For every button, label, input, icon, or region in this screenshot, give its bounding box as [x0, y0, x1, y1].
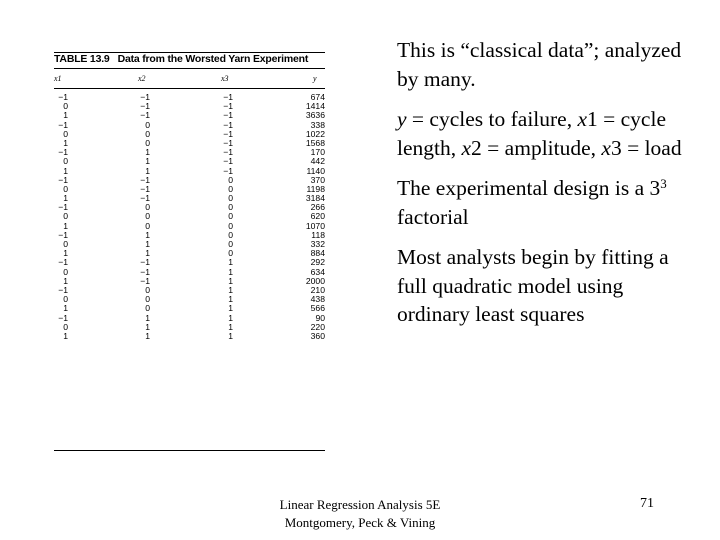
table-row [54, 268, 325, 277]
table-row [54, 121, 325, 130]
cell-x3: 1 [228, 284, 233, 295]
cell-x3: 0 [228, 183, 233, 194]
table-row [54, 194, 325, 203]
header-rule [54, 88, 325, 89]
table-row [54, 93, 325, 102]
cell-x2: −1 [140, 183, 150, 194]
header-x1: x1 [54, 74, 62, 83]
cell-x2: 1 [145, 165, 150, 176]
cell-x2: −1 [140, 174, 150, 185]
cell-x3: 0 [228, 248, 233, 259]
table-row [54, 176, 325, 185]
table-body [54, 93, 325, 341]
text-cycle-length: 1 = cycle length, [397, 107, 666, 160]
table-row [54, 111, 325, 120]
footer-citation [250, 496, 470, 532]
header-y: y [313, 74, 317, 83]
var-x2: x [461, 135, 472, 160]
cell-x1: 1 [63, 165, 68, 176]
table-row [54, 286, 325, 295]
cell-y: 90 [315, 312, 325, 323]
cell-x3: 1 [228, 294, 233, 305]
table-row [54, 240, 325, 249]
cell-x3: −1 [223, 128, 233, 139]
cell-x2: −1 [140, 266, 150, 277]
table-row [54, 249, 325, 258]
cell-x2: 0 [145, 202, 150, 213]
cell-y: 338 [310, 119, 325, 130]
cell-x2: 0 [145, 284, 150, 295]
cell-x2: 0 [145, 294, 150, 305]
cell-x2: 1 [145, 239, 150, 249]
cell-x2: 1 [145, 312, 150, 323]
cell-y: 634 [310, 266, 325, 277]
caption-rule [54, 68, 325, 69]
cell-x2: −1 [140, 275, 150, 286]
cell-x1: 0 [63, 266, 68, 277]
table-row [54, 323, 325, 332]
cell-y: 884 [310, 248, 325, 259]
cell-x2: −1 [140, 101, 150, 112]
cell-x1: 1 [63, 137, 68, 148]
cell-x3: 0 [228, 174, 233, 185]
cell-y: 220 [310, 321, 325, 332]
cell-x1: 0 [63, 101, 68, 112]
cell-y: 3636 [305, 110, 325, 121]
table-row [54, 304, 325, 313]
cell-x1: 1 [63, 220, 68, 231]
cell-y: 360 [310, 330, 325, 341]
bullet-design [397, 174, 697, 231]
footer-line-2: Montgomery, Peck & Vining [284, 515, 436, 530]
cell-x2: −1 [140, 92, 150, 102]
cell-x1: −1 [58, 174, 68, 185]
cell-y: 1414 [305, 101, 325, 112]
cell-y: 566 [310, 303, 325, 314]
cell-x2: 1 [145, 156, 150, 167]
cell-y: 1568 [305, 137, 325, 148]
table-row [54, 157, 325, 166]
cell-x3: −1 [223, 101, 233, 112]
design-text-after: factorial [397, 204, 469, 229]
cell-x1: −1 [58, 119, 68, 130]
header-x3: x3 [221, 74, 229, 83]
cell-x3: 0 [228, 193, 233, 204]
cell-x3: −1 [223, 137, 233, 148]
cell-x2: −1 [140, 257, 150, 268]
table-row [54, 139, 325, 148]
table-row [54, 203, 325, 212]
cell-y: 1198 [306, 183, 325, 194]
bullet-analysis: Most analysts begin by fitting a full quadratic model using ordinary least squares [397, 245, 669, 326]
cell-x2: 0 [145, 211, 150, 222]
table-row [54, 277, 325, 286]
cell-x3: −1 [223, 92, 233, 102]
cell-x1: −1 [58, 92, 68, 102]
cell-x3: 1 [228, 312, 233, 323]
cell-x3: 0 [228, 239, 233, 249]
cell-y: 370 [310, 174, 325, 185]
cell-x3: 1 [228, 321, 233, 332]
cell-x2: 1 [145, 248, 150, 259]
var-y: y [397, 107, 407, 131]
cell-y: 266 [310, 202, 325, 213]
cell-y: 620 [310, 211, 325, 222]
table-row [54, 258, 325, 267]
cell-y: 438 [310, 294, 325, 305]
table-row [54, 212, 325, 221]
cell-x2: 0 [145, 220, 150, 231]
cell-x3: −1 [223, 147, 233, 158]
bullet-list [397, 36, 697, 341]
cell-x1: 1 [63, 303, 68, 314]
text-amplitude: 2 = amplitude, [471, 135, 602, 160]
cell-x1: 1 [63, 330, 68, 341]
cell-y: 118 [311, 229, 325, 240]
cell-x2: −1 [140, 110, 150, 121]
cell-x3: −1 [223, 110, 233, 121]
table-title: Data from the Worsted Yarn Experiment [117, 53, 309, 65]
cell-x3: 1 [228, 303, 233, 314]
table-row [54, 185, 325, 194]
cell-y: 292 [310, 257, 325, 268]
cell-x1: −1 [58, 312, 68, 323]
cell-x1: −1 [58, 147, 68, 158]
table-row [54, 332, 325, 341]
text-load: 3 = load [610, 135, 682, 160]
bullet-variable-definitions [397, 105, 697, 162]
cell-x1: 0 [63, 294, 68, 305]
cell-x1: 1 [63, 193, 68, 204]
cell-x1: −1 [58, 284, 68, 295]
table-row [54, 222, 325, 231]
cell-y: 2000 [305, 275, 325, 286]
footer-line-1: Linear Regression Analysis 5E [279, 497, 441, 512]
cell-y: 210 [310, 284, 325, 295]
cell-y: 674 [310, 92, 325, 102]
cell-x3: 1 [228, 330, 233, 341]
cell-x2: 0 [145, 303, 150, 314]
cell-x3: 1 [228, 257, 233, 268]
table-bottom-rule [54, 450, 325, 451]
cell-x1: 1 [63, 248, 68, 259]
cell-y: 1140 [306, 165, 325, 176]
cell-x1: 0 [63, 156, 68, 167]
table-row [54, 148, 325, 157]
design-exponent: 3 [660, 176, 667, 191]
table-row [54, 231, 325, 240]
cell-x1: −1 [58, 229, 68, 240]
cell-x1: 0 [63, 321, 68, 332]
cell-x1: 1 [63, 110, 68, 121]
cell-x1: 0 [63, 239, 68, 249]
cell-y: 1070 [305, 220, 325, 231]
table-row [54, 167, 325, 176]
var-x3: x [601, 135, 611, 160]
var-x1: x [577, 107, 588, 131]
cell-x2: 1 [145, 147, 150, 158]
cell-x3: 1 [228, 275, 233, 286]
cell-x3: 0 [228, 202, 233, 213]
cell-x2: 0 [145, 137, 150, 148]
cell-x3: 0 [228, 229, 233, 240]
table-row [54, 295, 325, 304]
cell-x1: −1 [58, 257, 68, 268]
cell-x3: 1 [228, 266, 233, 277]
table-row [54, 102, 325, 111]
cell-x2: −1 [140, 193, 150, 204]
cell-y: 442 [310, 156, 325, 167]
text-cycles: = cycles to failure, [406, 107, 578, 131]
cell-x2: 0 [145, 119, 150, 130]
cell-x1: −1 [58, 202, 68, 213]
table-caption [54, 53, 308, 65]
design-text: The experimental design is a 3 [397, 176, 661, 200]
cell-x2: 1 [145, 321, 150, 332]
cell-x1: 0 [63, 211, 68, 222]
cell-x2: 0 [145, 128, 150, 139]
table-row [54, 314, 325, 323]
header-x2: x2 [138, 74, 146, 83]
cell-x2: 1 [145, 330, 150, 341]
table-id: TABLE 13.9 [54, 53, 110, 65]
page-number: 71 [640, 496, 654, 511]
cell-y: 3184 [305, 193, 325, 204]
cell-x3: 0 [228, 211, 233, 222]
cell-x3: −1 [223, 119, 233, 130]
cell-y: 170 [310, 147, 325, 158]
cell-x3: −1 [223, 165, 233, 176]
cell-x1: 0 [63, 183, 68, 194]
cell-x3: −1 [223, 156, 233, 167]
cell-y: 1022 [305, 128, 325, 139]
cell-x2: 1 [145, 229, 150, 240]
cell-x1: 0 [63, 128, 68, 139]
bullet-classical-data: This is “classical data”; analyzed by many. [397, 38, 682, 91]
cell-x1: 1 [63, 275, 68, 286]
table-row [54, 130, 325, 139]
cell-y: 332 [310, 239, 325, 249]
cell-x3: 0 [228, 220, 233, 231]
